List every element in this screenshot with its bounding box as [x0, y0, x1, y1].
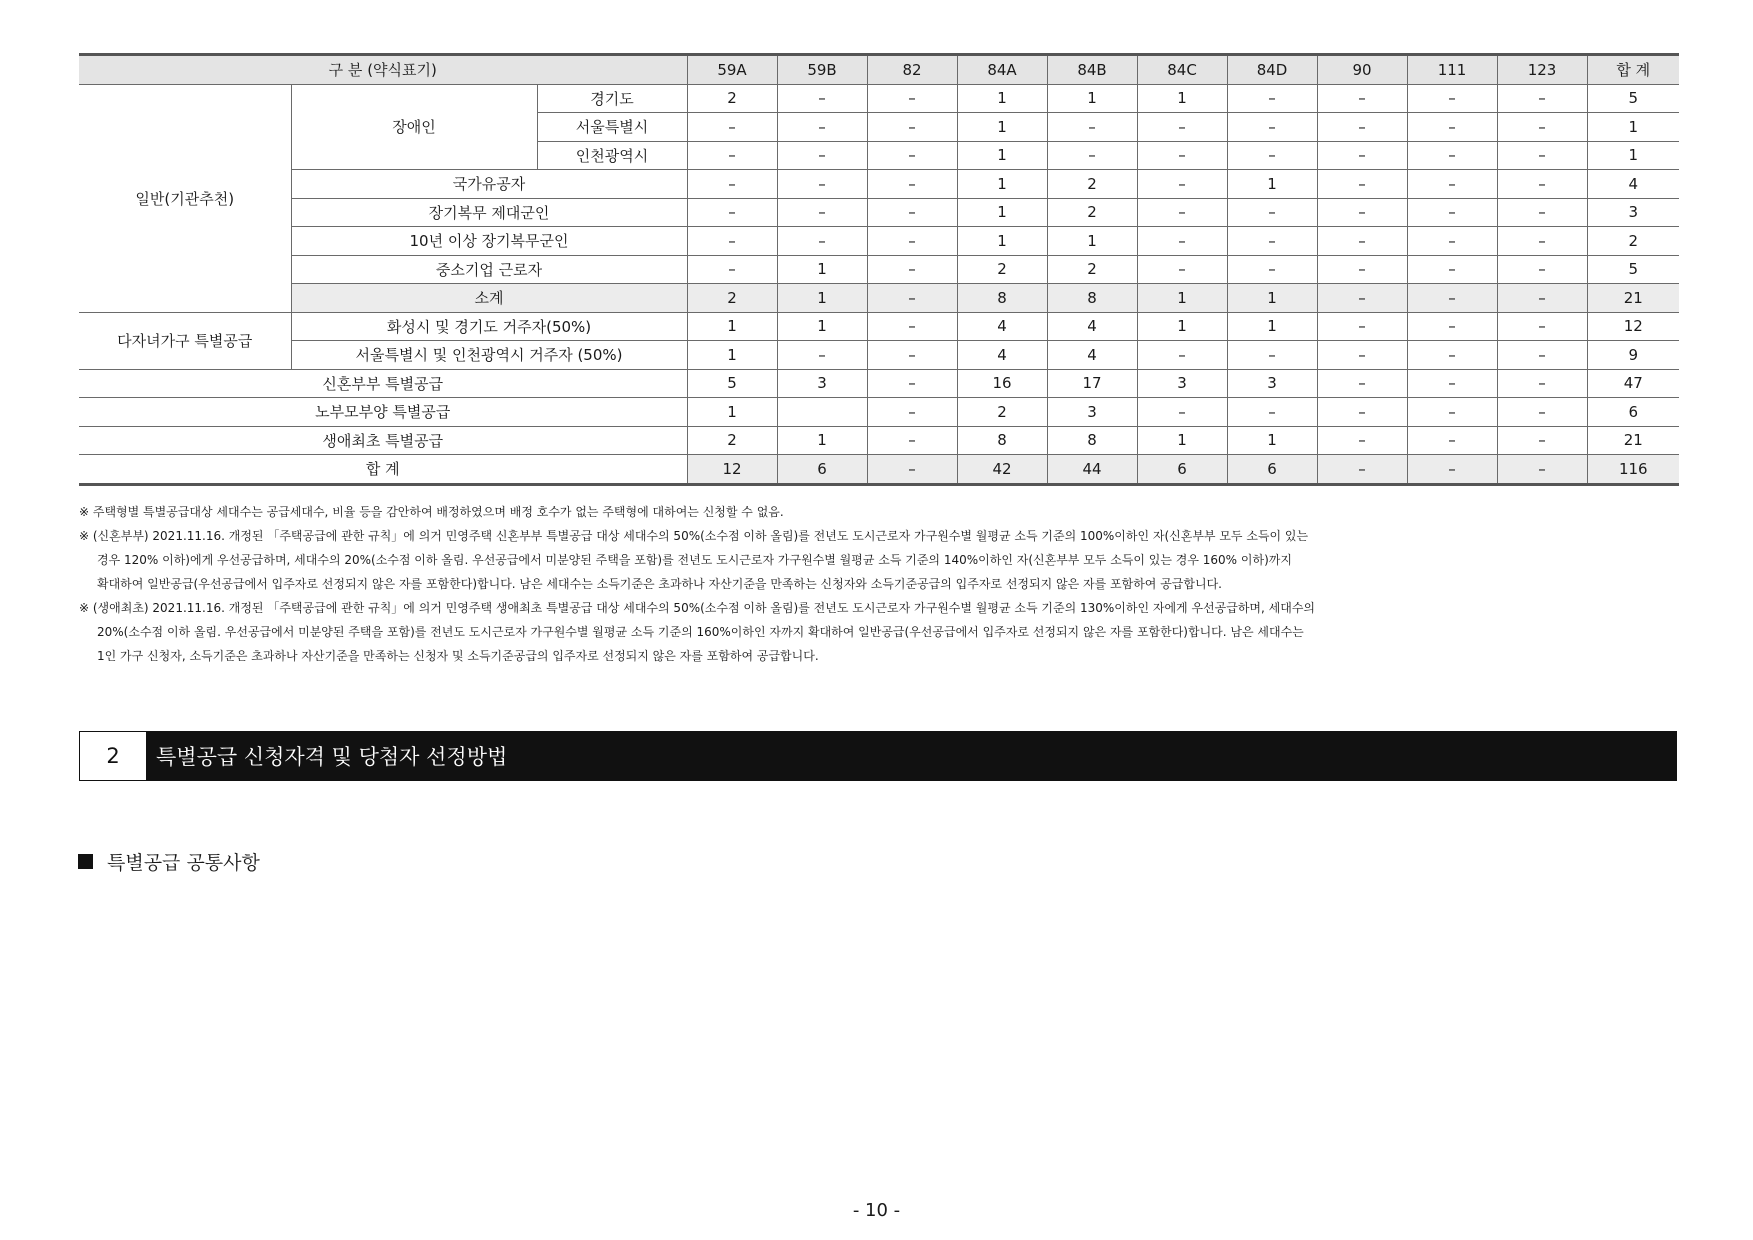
value-cell: 16	[957, 369, 1047, 398]
value-cell: –	[687, 255, 777, 284]
value-cell: –	[1227, 255, 1317, 284]
value-cell: 2	[1047, 170, 1137, 199]
value-cell: –	[1227, 227, 1317, 256]
value-cell: 1	[957, 227, 1047, 256]
row-total-cell: 5	[1587, 84, 1679, 113]
value-cell: –	[867, 312, 957, 341]
footnote-continued: 20%(소수점 이하 올림. 우선공급에서 미분양된 주택을 포함)를 전년도 도시근로자 가구원수별 월평균 소득 기준의 160%이하인 자까지 확대하여 일반공급(우선공급에서 입주자로 선정되지 않은 자를 포함한다)합니다. 남은 세대수는	[97, 625, 1304, 639]
header-cell: 82	[867, 55, 957, 85]
value-cell: 12	[687, 455, 777, 485]
value-cell: –	[1137, 341, 1227, 370]
value-cell: –	[1407, 455, 1497, 485]
value-cell: –	[1407, 426, 1497, 455]
row-total-cell: 6	[1587, 398, 1679, 427]
value-cell: 1	[1047, 84, 1137, 113]
value-cell: –	[777, 84, 867, 113]
group-disabled: 장애인	[291, 84, 537, 170]
value-cell: 6	[777, 455, 867, 485]
row-label: 노부모부양 특별공급	[79, 398, 687, 427]
value-cell: –	[1407, 141, 1497, 170]
header-total: 합 계	[1587, 55, 1679, 85]
value-cell: –	[1497, 170, 1587, 199]
value-cell: 2	[1047, 255, 1137, 284]
value-cell: 3	[1137, 369, 1227, 398]
value-cell: –	[1137, 398, 1227, 427]
value-cell: 1	[1137, 284, 1227, 313]
value-cell: –	[1497, 398, 1587, 427]
value-cell: 2	[957, 255, 1047, 284]
value-cell: –	[867, 255, 957, 284]
row-label: 국가유공자	[291, 170, 687, 199]
table-row	[79, 369, 1679, 398]
section-number: 2	[80, 732, 146, 780]
table-row	[79, 426, 1679, 455]
row-label: 생애최초 특별공급	[79, 426, 687, 455]
value-cell: –	[1497, 369, 1587, 398]
value-cell: –	[867, 84, 957, 113]
value-cell: –	[1317, 369, 1407, 398]
value-cell: 4	[1047, 312, 1137, 341]
table-row	[79, 398, 1679, 427]
value-cell: 1	[1227, 426, 1317, 455]
table-row	[79, 227, 1679, 256]
header-cell: 59B	[777, 55, 867, 85]
value-cell: 6	[1137, 455, 1227, 485]
value-cell: 1	[687, 341, 777, 370]
header-category: 구 분 (약식표기)	[79, 55, 687, 85]
footnote: ※ 주택형별 특별공급대상 세대수는 공급세대수, 비율 등을 감안하여 배정하였으며 배정 호수가 없는 주택형에 대하여는 신청할 수 없음.	[79, 505, 784, 519]
value-cell: –	[1497, 255, 1587, 284]
value-cell: 17	[1047, 369, 1137, 398]
value-cell: 2	[1047, 198, 1137, 227]
row-total-cell: 2	[1587, 227, 1679, 256]
row-total-cell: 3	[1587, 198, 1679, 227]
value-cell: 1	[957, 84, 1047, 113]
value-cell: –	[1407, 84, 1497, 113]
value-cell: 1	[1137, 84, 1227, 113]
value-cell: 1	[687, 312, 777, 341]
value-cell: 1	[1137, 426, 1227, 455]
value-cell: 3	[777, 369, 867, 398]
value-cell: –	[1317, 341, 1407, 370]
total-row	[79, 455, 1679, 485]
value-cell: –	[1137, 141, 1227, 170]
value-cell: –	[1497, 426, 1587, 455]
value-cell: –	[1137, 255, 1227, 284]
row-label: 신혼부부 특별공급	[79, 369, 687, 398]
value-cell: 8	[1047, 426, 1137, 455]
row-label: 경기도	[537, 84, 687, 113]
subheading	[78, 848, 260, 875]
square-bullet-icon	[78, 854, 93, 869]
value-cell: –	[687, 198, 777, 227]
value-cell: –	[1497, 198, 1587, 227]
value-cell: –	[1497, 84, 1587, 113]
footnote-continued: 확대하여 일반공급(우선공급에서 입주자로 선정되지 않은 자를 포함한다)합니다. 남은 세대수는 소득기준은 초과하나 자산기준을 만족하는 신청자와 소득기준공급의 입주자로 선정되지 않은 자를 포함하여 공급합니다.	[97, 577, 1222, 591]
value-cell: –	[1227, 341, 1317, 370]
value-cell: 1	[687, 398, 777, 427]
value-cell: 3	[1047, 398, 1137, 427]
value-cell: –	[777, 170, 867, 199]
footnote: ※ (생애최초) 2021.11.16. 개정된 「주택공급에 관한 규칙」에 의거 민영주택 생애최초 특별공급 대상 세대수의 50%(소수점 이하 올림)를 전년도 도시근로자 가구원수별 월평균 소득 기준의 130%이하인 자에게 우선공급하며, 세대수의	[79, 601, 1316, 615]
header-cell: 59A	[687, 55, 777, 85]
value-cell: –	[1317, 84, 1407, 113]
value-cell: –	[1317, 170, 1407, 199]
supply-allocation-table	[79, 53, 1679, 486]
header-cell: 123	[1497, 55, 1587, 85]
value-cell: 2	[687, 84, 777, 113]
value-cell: –	[867, 113, 957, 142]
row-total-cell: 1	[1587, 141, 1679, 170]
footnote: ※ (신혼부부) 2021.11.16. 개정된 「주택공급에 관한 규칙」에 의거 민영주택 신혼부부 특별공급 대상 세대수의 50%(소수점 이하 올림)를 전년도 도시근로자 가구원수별 월평균 소득 기준의 100%이하인 자(신혼부부 모두 소득이 있는	[79, 529, 1309, 543]
value-cell: 1	[957, 113, 1047, 142]
value-cell: 3	[1227, 369, 1317, 398]
value-cell: –	[1317, 312, 1407, 341]
footnote-continued: 경우 120% 이하)에게 우선공급하며, 세대수의 20%(소수점 이하 올림. 우선공급에서 미분양된 주택을 포함)를 전년도 도시근로자 가구원수별 월평균 소득 기준의 140%이하인 자(신혼부부 모두 소득이 있는 경우 160% 이하)까지	[97, 553, 1292, 567]
value-cell: –	[1227, 113, 1317, 142]
value-cell: 8	[1047, 284, 1137, 313]
value-cell: –	[867, 170, 957, 199]
table-row	[79, 341, 1679, 370]
row-total-cell: 116	[1587, 455, 1679, 485]
table-row	[79, 312, 1679, 341]
value-cell: –	[1407, 284, 1497, 313]
page-number: - 10 -	[852, 1200, 901, 1221]
value-cell: –	[1137, 170, 1227, 199]
row-label: 서울특별시 및 인천광역시 거주자 (50%)	[291, 341, 687, 370]
value-cell: –	[1047, 113, 1137, 142]
row-label: 장기복무 제대군인	[291, 198, 687, 227]
row-label: 중소기업 근로자	[291, 255, 687, 284]
value-cell: 1	[957, 141, 1047, 170]
value-cell: 1	[957, 198, 1047, 227]
value-cell: 1	[777, 255, 867, 284]
row-label: 합 계	[79, 455, 687, 485]
footnotes	[79, 500, 1679, 668]
value-cell: –	[1227, 84, 1317, 113]
value-cell: 1	[777, 426, 867, 455]
table-header-row	[79, 55, 1679, 85]
row-total-cell: 5	[1587, 255, 1679, 284]
subtotal-row	[79, 284, 1679, 313]
value-cell: –	[1497, 141, 1587, 170]
value-cell: –	[867, 398, 957, 427]
value-cell: –	[867, 227, 957, 256]
row-label: 소계	[291, 284, 687, 313]
header-cell: 84D	[1227, 55, 1317, 85]
value-cell: –	[1407, 255, 1497, 284]
value-cell: –	[1317, 426, 1407, 455]
row-label: 화성시 및 경기도 거주자(50%)	[291, 312, 687, 341]
value-cell: –	[1317, 255, 1407, 284]
row-total-cell: 1	[1587, 113, 1679, 142]
row-label: 인천광역시	[537, 141, 687, 170]
value-cell: –	[1227, 141, 1317, 170]
value-cell: 4	[1047, 341, 1137, 370]
value-cell: 2	[957, 398, 1047, 427]
value-cell: 1	[777, 312, 867, 341]
value-cell: –	[1497, 284, 1587, 313]
value-cell: –	[867, 369, 957, 398]
row-label: 10년 이상 장기복무군인	[291, 227, 687, 256]
value-cell: –	[1407, 398, 1497, 427]
value-cell: 1	[777, 284, 867, 313]
value-cell: 44	[1047, 455, 1137, 485]
header-cell: 90	[1317, 55, 1407, 85]
value-cell: 1	[957, 170, 1047, 199]
value-cell: –	[777, 198, 867, 227]
value-cell: –	[1047, 141, 1137, 170]
row-total-cell: 47	[1587, 369, 1679, 398]
value-cell: –	[1407, 227, 1497, 256]
value-cell: –	[1497, 113, 1587, 142]
value-cell: –	[777, 227, 867, 256]
value-cell: –	[1407, 198, 1497, 227]
value-cell: –	[1407, 113, 1497, 142]
value-cell: –	[867, 141, 957, 170]
value-cell: –	[867, 284, 957, 313]
value-cell: –	[1497, 341, 1587, 370]
value-cell: –	[1497, 312, 1587, 341]
header-cell: 84B	[1047, 55, 1137, 85]
value-cell: –	[1497, 455, 1587, 485]
value-cell: –	[1407, 170, 1497, 199]
value-cell: 8	[957, 426, 1047, 455]
value-cell: –	[1137, 113, 1227, 142]
value-cell: –	[777, 141, 867, 170]
value-cell: –	[867, 455, 957, 485]
value-cell: –	[1137, 198, 1227, 227]
value-cell: –	[867, 198, 957, 227]
table-row	[79, 170, 1679, 199]
group-general: 일반(기관추천)	[79, 84, 291, 312]
value-cell: –	[867, 426, 957, 455]
value-cell: –	[1317, 284, 1407, 313]
value-cell: –	[1227, 398, 1317, 427]
row-total-cell: 12	[1587, 312, 1679, 341]
table-row	[79, 84, 1679, 113]
row-label: 서울특별시	[537, 113, 687, 142]
value-cell: 5	[687, 369, 777, 398]
value-cell: –	[1317, 455, 1407, 485]
value-cell: 42	[957, 455, 1047, 485]
value-cell: –	[1407, 369, 1497, 398]
value-cell: –	[687, 227, 777, 256]
header-cell: 111	[1407, 55, 1497, 85]
value-cell: 2	[687, 284, 777, 313]
value-cell: 1	[1227, 284, 1317, 313]
value-cell: 4	[957, 312, 1047, 341]
value-cell: –	[1317, 141, 1407, 170]
footnote-continued: 1인 가구 신청자, 소득기준은 초과하나 자산기준을 만족하는 신청자 및 소득기준공급의 입주자로 선정되지 않은 자를 포함하여 공급합니다.	[97, 649, 819, 663]
row-total-cell: 21	[1587, 284, 1679, 313]
table-row	[79, 255, 1679, 284]
value-cell: –	[777, 113, 867, 142]
header-cell: 84C	[1137, 55, 1227, 85]
value-cell: 1	[1137, 312, 1227, 341]
value-cell: 1	[1227, 170, 1317, 199]
header-cell: 84A	[957, 55, 1047, 85]
subheading-text: 특별공급 공통사항	[107, 852, 260, 874]
value-cell: –	[867, 341, 957, 370]
value-cell: –	[777, 341, 867, 370]
value-cell: 1	[1047, 227, 1137, 256]
group-multichild: 다자녀가구 특별공급	[79, 312, 291, 369]
value-cell	[777, 398, 867, 427]
value-cell: 4	[957, 341, 1047, 370]
row-total-cell: 21	[1587, 426, 1679, 455]
value-cell: –	[1497, 227, 1587, 256]
value-cell: –	[1407, 312, 1497, 341]
value-cell: 1	[1227, 312, 1317, 341]
value-cell: –	[687, 141, 777, 170]
value-cell: 6	[1227, 455, 1317, 485]
value-cell: –	[1317, 198, 1407, 227]
value-cell: –	[687, 170, 777, 199]
value-cell: –	[1317, 113, 1407, 142]
section-heading	[79, 731, 1677, 781]
section-title: 특별공급 신청자격 및 당첨자 선정방법	[156, 745, 508, 769]
value-cell: –	[1227, 198, 1317, 227]
row-total-cell: 4	[1587, 170, 1679, 199]
value-cell: –	[687, 113, 777, 142]
value-cell: –	[1317, 227, 1407, 256]
table-row	[79, 198, 1679, 227]
value-cell: 8	[957, 284, 1047, 313]
value-cell: 2	[687, 426, 777, 455]
value-cell: –	[1407, 341, 1497, 370]
value-cell: –	[1317, 398, 1407, 427]
row-total-cell: 9	[1587, 341, 1679, 370]
value-cell: –	[1137, 227, 1227, 256]
